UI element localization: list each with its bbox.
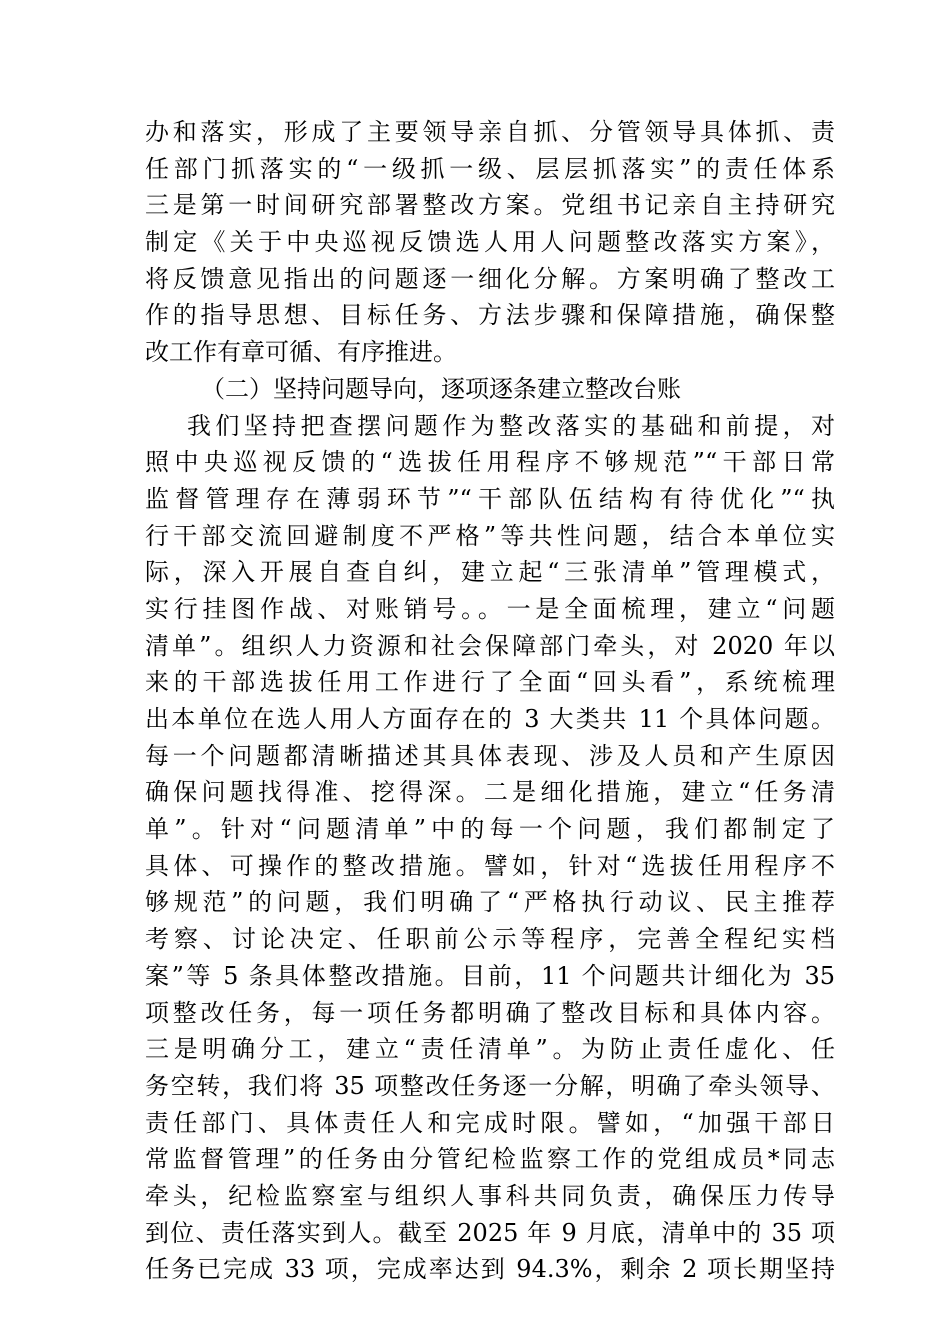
text-line: 作的指导思想、目标任务、方法步骤和保障措施，确保整 bbox=[145, 301, 835, 330]
section-heading: （二）坚持问题导向，逐项逐条建立整改台账 bbox=[201, 374, 681, 403]
text-line: 任务已完成 33 项，完成率达到 94.3%，剩余 2 项长期坚持 bbox=[145, 1255, 835, 1284]
text-line: 案”等 5 条具体整改措施。目前，11 个问题共计细化为 35 bbox=[145, 961, 835, 990]
text-line: 牵头，纪检监察室与组织人事科共同负责，确保压力传导 bbox=[145, 1181, 835, 1210]
text-line: 来的干部选拔任用工作进行了全面“回头看”，系统梳理 bbox=[145, 668, 835, 697]
text-line: 确保问题找得准、挖得深。二是细化措施，建立“任务清 bbox=[145, 778, 835, 807]
text-line: 实行挂图作战、对账销号。。一是全面梳理，建立“问题 bbox=[145, 594, 835, 623]
text-line: 行干部交流回避制度不严格”等共性问题，结合本单位实 bbox=[145, 521, 835, 550]
text-line: 够规范”的问题，我们明确了“严格执行动议、民主推荐 bbox=[145, 888, 835, 917]
text-line: 监督管理存在薄弱环节”“干部队伍结构有待优化”“执 bbox=[145, 484, 835, 513]
text-line: 考察、讨论决定、任职前公示等程序，完善全程纪实档 bbox=[145, 925, 835, 954]
text-line: 我们坚持把查摆问题作为整改落实的基础和前提，对 bbox=[187, 411, 835, 440]
text-line: 将反馈意见指出的问题逐一细化分解。方案明确了整改工 bbox=[145, 264, 835, 293]
paragraph-2 bbox=[145, 408, 835, 1289]
text-line: 改工作有章可循、有序推进。 bbox=[145, 338, 457, 367]
text-line: 务空转，我们将 35 项整改任务逐一分解，明确了牵头领导、 bbox=[145, 1071, 835, 1100]
text-line: 常监督管理”的任务由分管纪检监察工作的党组成员*同志 bbox=[145, 1145, 835, 1174]
text-line: 责任部门、具体责任人和完成时限。譬如，“加强干部日 bbox=[145, 1108, 835, 1137]
text-line: 际，深入开展自查自纠，建立起“三张清单”管理模式， bbox=[145, 558, 835, 587]
text-line: 到位、责任落实到人。截至 2025 年 9 月底，清单中的 35 项 bbox=[145, 1218, 835, 1247]
text-line: 项整改任务，每一项任务都明确了整改目标和具体内容。 bbox=[145, 998, 835, 1027]
text-line: 三是明确分工，建立“责任清单”。为防止责任虚化、任 bbox=[145, 1035, 835, 1064]
text-line: 三是第一时间研究部署整改方案。党组书记亲自主持研究 bbox=[145, 191, 835, 220]
text-line: 每一个问题都清晰描述其具体表现、涉及人员和产生原因 bbox=[145, 741, 835, 770]
text-line: 出本单位在选人用人方面存在的 3 大类共 11 个具体问题。 bbox=[145, 705, 835, 733]
text-line: 照中央巡视反馈的“选拔任用程序不够规范”“干部日常 bbox=[145, 448, 835, 477]
text-line: 清单”。组织人力资源和社会保障部门牵头，对 2020 年以 bbox=[145, 631, 835, 660]
text-line: 办和落实，形成了主要领导亲自抓、分管领导具体抓、责 bbox=[145, 118, 835, 146]
paragraph-1 bbox=[145, 114, 835, 371]
text-line: 单”。针对“问题清单”中的每一个问题，我们都制定了 bbox=[145, 815, 835, 844]
text-line: 制定《关于中央巡视反馈选人用人问题整改落实方案》， bbox=[145, 228, 835, 257]
document-page bbox=[145, 114, 835, 1288]
text-line: 任部门抓落实的“一级抓一级、层层抓落实”的责任体系 bbox=[145, 154, 835, 183]
text-line: 具体、可操作的整改措施。譬如，针对“选拔任用程序不 bbox=[145, 851, 835, 880]
